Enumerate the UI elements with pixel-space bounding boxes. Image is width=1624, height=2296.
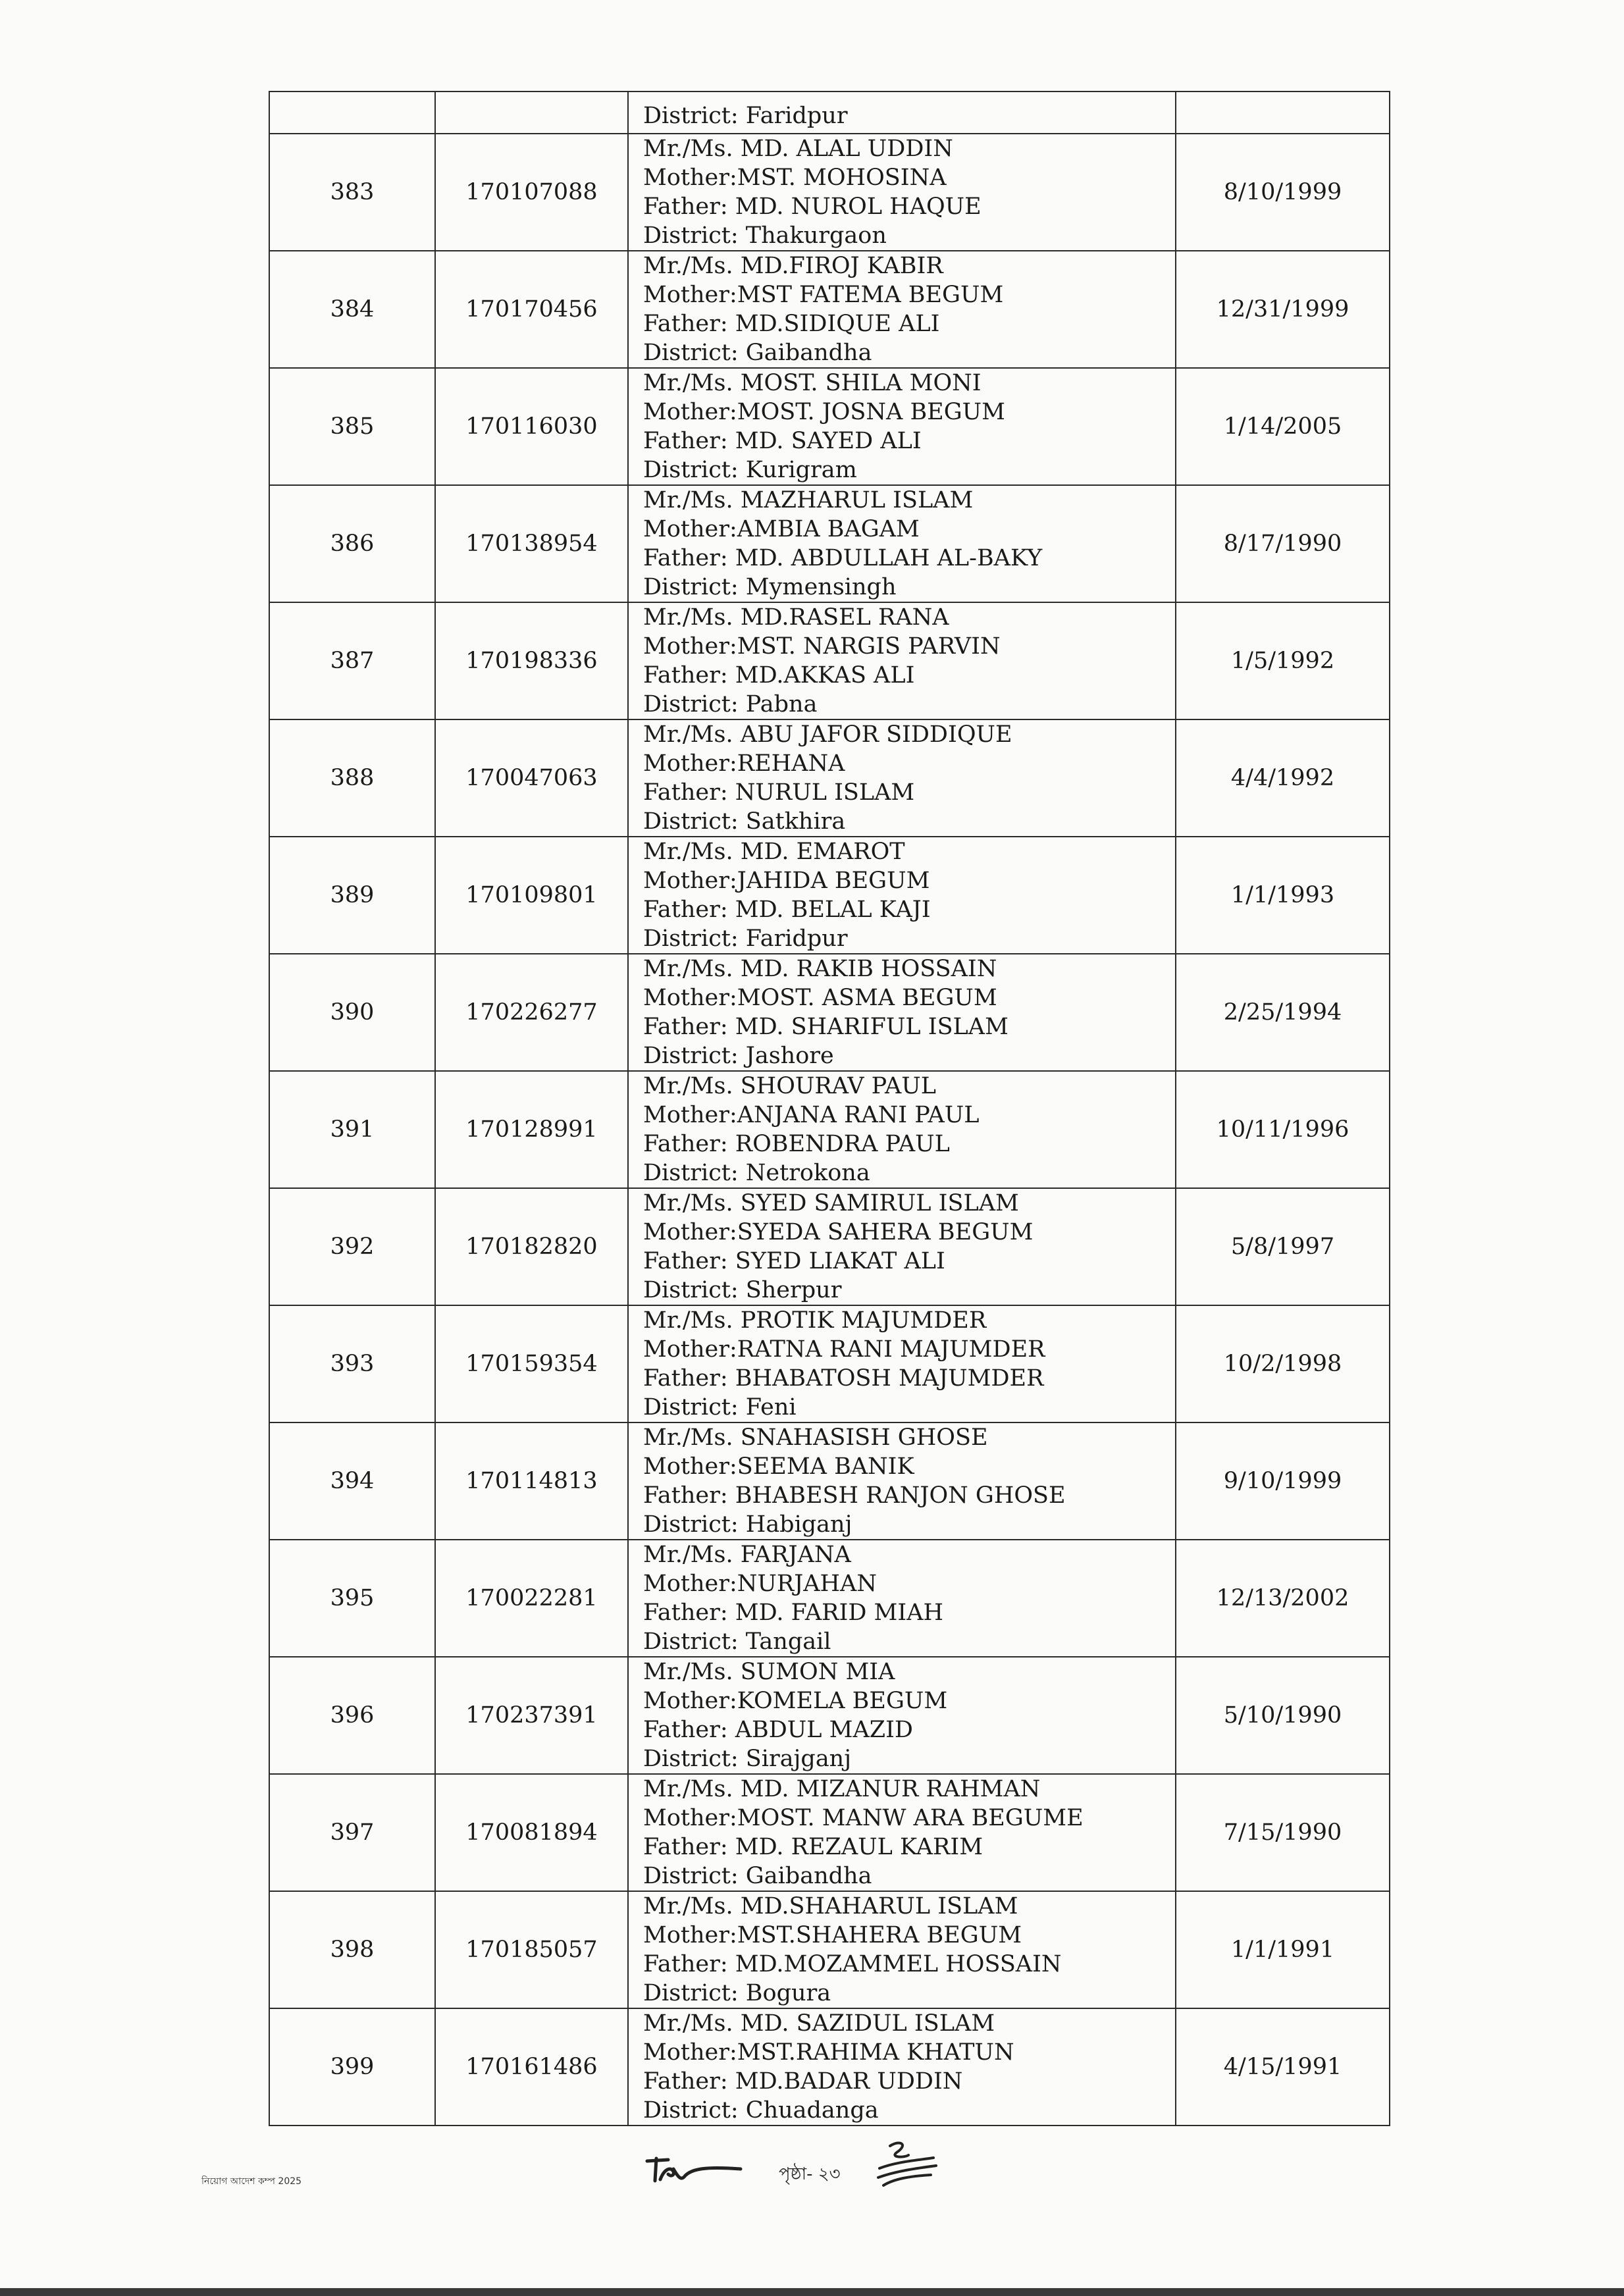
dob-cell: 9/10/1999 bbox=[1176, 1422, 1390, 1540]
roll-cell: 170128991 bbox=[435, 1071, 628, 1188]
father-line: Father: MD. NUROL HAQUE bbox=[643, 194, 982, 220]
roll-cell bbox=[435, 91, 628, 134]
district-line: District: Chuadanga bbox=[643, 2097, 879, 2124]
name-line: Mr./Ms. ABU JAFOR SIDDIQUE bbox=[643, 721, 1012, 748]
serial-cell: 383 bbox=[269, 134, 435, 251]
roll-cell: 170161486 bbox=[435, 2008, 628, 2126]
results-table bbox=[269, 91, 1390, 2126]
district-line: District: Mymensingh bbox=[643, 574, 897, 600]
table-row bbox=[269, 1071, 1390, 1188]
serial-cell: 384 bbox=[269, 251, 435, 368]
candidate-info-cell bbox=[628, 837, 1176, 954]
father-line: Father: BHABESH RANJON GHOSE bbox=[643, 1482, 1066, 1509]
district-line: District: Satkhira bbox=[643, 808, 846, 835]
serial-cell: 392 bbox=[269, 1188, 435, 1305]
serial-cell: 386 bbox=[269, 485, 435, 602]
dob-cell: 1/5/1992 bbox=[1176, 602, 1390, 719]
name-line: Mr./Ms. MD. RAKIB HOSSAIN bbox=[643, 956, 997, 982]
roll-cell: 170022281 bbox=[435, 1540, 628, 1657]
bottom-scan-edge bbox=[0, 2288, 1624, 2296]
candidate-info-cell bbox=[628, 134, 1176, 251]
mother-line: Mother:MST. NARGIS PARVIN bbox=[643, 633, 1001, 660]
roll-cell: 170138954 bbox=[435, 485, 628, 602]
table-row bbox=[269, 1891, 1390, 2008]
roll-cell: 170185057 bbox=[435, 1891, 628, 2008]
name-line: Mr./Ms. MD. EMAROT bbox=[643, 839, 905, 865]
father-line: Father: NURUL ISLAM bbox=[643, 779, 915, 806]
candidate-info-cell bbox=[628, 1540, 1176, 1657]
mother-line: Mother:ANJANA RANI PAUL bbox=[643, 1102, 980, 1128]
roll-cell: 170159354 bbox=[435, 1305, 628, 1422]
candidate-info-cell bbox=[628, 719, 1176, 837]
table-row bbox=[269, 602, 1390, 719]
results-table-body bbox=[269, 91, 1390, 2126]
roll-cell: 170198336 bbox=[435, 602, 628, 719]
serial-cell: 389 bbox=[269, 837, 435, 954]
name-line: Mr./Ms. MD. ALAL UDDIN bbox=[643, 136, 953, 162]
table-row bbox=[269, 1305, 1390, 1422]
candidate-info-cell bbox=[628, 91, 1176, 134]
table-row bbox=[269, 485, 1390, 602]
father-line: Father: MD.AKKAS ALI bbox=[643, 662, 915, 689]
serial-cell: 398 bbox=[269, 1891, 435, 2008]
father-line: Father: MD. ABDULLAH AL-BAKY bbox=[643, 545, 1043, 571]
dob-cell: 8/10/1999 bbox=[1176, 134, 1390, 251]
table-row bbox=[269, 1657, 1390, 1774]
roll-cell: 170182820 bbox=[435, 1188, 628, 1305]
serial-cell: 387 bbox=[269, 602, 435, 719]
dob-cell bbox=[1176, 91, 1390, 134]
district-line: District: Pabna bbox=[643, 691, 818, 718]
name-line: Mr./Ms. SYED SAMIRUL ISLAM bbox=[643, 1190, 1019, 1216]
district-line: District: Kurigram bbox=[643, 457, 857, 483]
father-line: Father: MD.MOZAMMEL HOSSAIN bbox=[643, 1951, 1062, 1977]
mother-line: Mother:MST. MOHOSINA bbox=[643, 165, 947, 191]
signature-1 bbox=[642, 2149, 747, 2189]
district-line: District: Bogura bbox=[643, 1980, 831, 2006]
candidate-info-cell bbox=[628, 1422, 1176, 1540]
name-line: Mr./Ms. SHOURAV PAUL bbox=[643, 1073, 937, 1099]
district-line: District: Tangail bbox=[643, 1629, 831, 1655]
father-line: Father: MD. SAYED ALI bbox=[643, 428, 922, 454]
candidate-info-cell bbox=[628, 1305, 1176, 1422]
table-row bbox=[269, 719, 1390, 837]
dob-cell: 1/1/1993 bbox=[1176, 837, 1390, 954]
footer-left-text: নিয়োগ আদেশ কম্প 2025 bbox=[201, 2176, 302, 2187]
candidate-info-cell bbox=[628, 2008, 1176, 2126]
mother-line: Mother:MST.SHAHERA BEGUM bbox=[643, 1922, 1022, 1948]
roll-cell: 170237391 bbox=[435, 1657, 628, 1774]
table-row bbox=[269, 134, 1390, 251]
mother-line: Mother:MOST. JOSNA BEGUM bbox=[643, 399, 1006, 425]
mother-line: Mother:MST FATEMA BEGUM bbox=[643, 282, 1004, 308]
dob-cell: 5/10/1990 bbox=[1176, 1657, 1390, 1774]
name-line: Mr./Ms. MD.FIROJ KABIR bbox=[643, 253, 943, 279]
roll-cell: 170081894 bbox=[435, 1774, 628, 1891]
table-row-partial bbox=[269, 91, 1390, 134]
signature-2 bbox=[870, 2138, 943, 2191]
roll-cell: 170226277 bbox=[435, 954, 628, 1071]
mother-line: Mother:AMBIA BAGAM bbox=[643, 516, 920, 542]
father-line: Father: MD. FARID MIAH bbox=[643, 1600, 943, 1626]
candidate-info-cell bbox=[628, 602, 1176, 719]
district-line: District: Gaibandha bbox=[643, 1863, 872, 1889]
father-line: Father: MD.SIDIQUE ALI bbox=[643, 311, 940, 337]
dob-cell: 4/15/1991 bbox=[1176, 2008, 1390, 2126]
table-row bbox=[269, 1188, 1390, 1305]
table-row bbox=[269, 368, 1390, 485]
table-row bbox=[269, 1774, 1390, 1891]
mother-line: Mother:REHANA bbox=[643, 750, 845, 777]
name-line: Mr./Ms. SNAHASISH GHOSE bbox=[643, 1424, 988, 1451]
roll-cell: 170114813 bbox=[435, 1422, 628, 1540]
roll-cell: 170047063 bbox=[435, 719, 628, 837]
serial-cell: 391 bbox=[269, 1071, 435, 1188]
name-line: Mr./Ms. MD.RASEL RANA bbox=[643, 604, 949, 631]
district-line: District: Thakurgaon bbox=[643, 222, 887, 249]
name-line: Mr./Ms. MD. MIZANUR RAHMAN bbox=[643, 1776, 1041, 1802]
dob-cell: 2/25/1994 bbox=[1176, 954, 1390, 1071]
dob-cell: 10/11/1996 bbox=[1176, 1071, 1390, 1188]
table-row bbox=[269, 1540, 1390, 1657]
father-line: Father: SYED LIAKAT ALI bbox=[643, 1248, 945, 1274]
name-line: Mr./Ms. PROTIK MAJUMDER bbox=[643, 1307, 987, 1334]
dob-cell: 1/1/1991 bbox=[1176, 1891, 1390, 2008]
candidate-info-cell bbox=[628, 485, 1176, 602]
dob-cell: 10/2/1998 bbox=[1176, 1305, 1390, 1422]
dob-cell: 7/15/1990 bbox=[1176, 1774, 1390, 1891]
table-row bbox=[269, 2008, 1390, 2126]
table-row bbox=[269, 954, 1390, 1071]
district-line: District: Sirajganj bbox=[643, 1746, 852, 1772]
candidate-info-cell bbox=[628, 368, 1176, 485]
serial-cell: 388 bbox=[269, 719, 435, 837]
father-line: Father: ABDUL MAZID bbox=[643, 1717, 913, 1743]
father-line: Father: MD. BELAL KAJI bbox=[643, 897, 931, 923]
table-row bbox=[269, 837, 1390, 954]
district-line: District: Faridpur bbox=[643, 103, 848, 129]
district-line: District: Faridpur bbox=[643, 926, 848, 952]
mother-line: Mother:SYEDA SAHERA BEGUM bbox=[643, 1219, 1034, 1245]
name-line: Mr./Ms. MD. SAZIDUL ISLAM bbox=[643, 2010, 995, 2037]
mother-line: Mother:SEEMA BANIK bbox=[643, 1453, 914, 1480]
dob-cell: 12/13/2002 bbox=[1176, 1540, 1390, 1657]
candidate-info-cell bbox=[628, 1657, 1176, 1774]
district-line: District: Gaibandha bbox=[643, 340, 872, 366]
candidate-info-cell bbox=[628, 1891, 1176, 2008]
roll-cell: 170170456 bbox=[435, 251, 628, 368]
candidate-info-cell bbox=[628, 1774, 1176, 1891]
mother-line: Mother:RATNA RANI MAJUMDER bbox=[643, 1336, 1045, 1363]
mother-line: Mother:MOST. MANW ARA BEGUME bbox=[643, 1805, 1084, 1831]
page-number: পৃষ্ঠা- ২৩ bbox=[779, 2164, 841, 2184]
district-line: District: Netrokona bbox=[643, 1160, 870, 1186]
serial-cell: 395 bbox=[269, 1540, 435, 1657]
serial-cell: 390 bbox=[269, 954, 435, 1071]
mother-line: Mother:KOMELA BEGUM bbox=[643, 1688, 948, 1714]
mother-line: Mother:JAHIDA BEGUM bbox=[643, 868, 930, 894]
serial-cell bbox=[269, 91, 435, 134]
father-line: Father: ROBENDRA PAUL bbox=[643, 1131, 950, 1157]
father-line: Father: MD. SHARIFUL ISLAM bbox=[643, 1014, 1008, 1040]
mother-line: Mother:NURJAHAN bbox=[643, 1571, 877, 1597]
dob-cell: 12/31/1999 bbox=[1176, 251, 1390, 368]
district-line: District: Habiganj bbox=[643, 1511, 852, 1538]
district-line: District: Jashore bbox=[643, 1043, 834, 1069]
table-row bbox=[269, 1422, 1390, 1540]
candidate-info-cell bbox=[628, 954, 1176, 1071]
serial-cell: 394 bbox=[269, 1422, 435, 1540]
candidate-info-cell bbox=[628, 1071, 1176, 1188]
dob-cell: 4/4/1992 bbox=[1176, 719, 1390, 837]
candidate-info-cell bbox=[628, 251, 1176, 368]
candidate-info-cell bbox=[628, 1188, 1176, 1305]
name-line: Mr./Ms. MD.SHAHARUL ISLAM bbox=[643, 1893, 1018, 1919]
name-line: Mr./Ms. MOST. SHILA MONI bbox=[643, 370, 982, 396]
roll-cell: 170116030 bbox=[435, 368, 628, 485]
name-line: Mr./Ms. SUMON MIA bbox=[643, 1659, 895, 1685]
dob-cell: 8/17/1990 bbox=[1176, 485, 1390, 602]
district-line: District: Sherpur bbox=[643, 1277, 842, 1303]
father-line: Father: MD. REZAUL KARIM bbox=[643, 1834, 983, 1860]
dob-cell: 1/14/2005 bbox=[1176, 368, 1390, 485]
roll-cell: 170107088 bbox=[435, 134, 628, 251]
name-line: Mr./Ms. FARJANA bbox=[643, 1542, 851, 1568]
serial-cell: 393 bbox=[269, 1305, 435, 1422]
dob-cell: 5/8/1997 bbox=[1176, 1188, 1390, 1305]
father-line: Father: BHABATOSH MAJUMDER bbox=[643, 1365, 1044, 1392]
serial-cell: 397 bbox=[269, 1774, 435, 1891]
mother-line: Mother:MOST. ASMA BEGUM bbox=[643, 985, 997, 1011]
serial-cell: 396 bbox=[269, 1657, 435, 1774]
name-line: Mr./Ms. MAZHARUL ISLAM bbox=[643, 487, 974, 513]
table-row bbox=[269, 251, 1390, 368]
serial-cell: 399 bbox=[269, 2008, 435, 2126]
serial-cell: 385 bbox=[269, 368, 435, 485]
district-line: District: Feni bbox=[643, 1394, 797, 1421]
roll-cell: 170109801 bbox=[435, 837, 628, 954]
mother-line: Mother:MST.RAHIMA KHATUN bbox=[643, 2039, 1014, 2066]
father-line: Father: MD.BADAR UDDIN bbox=[643, 2068, 963, 2095]
